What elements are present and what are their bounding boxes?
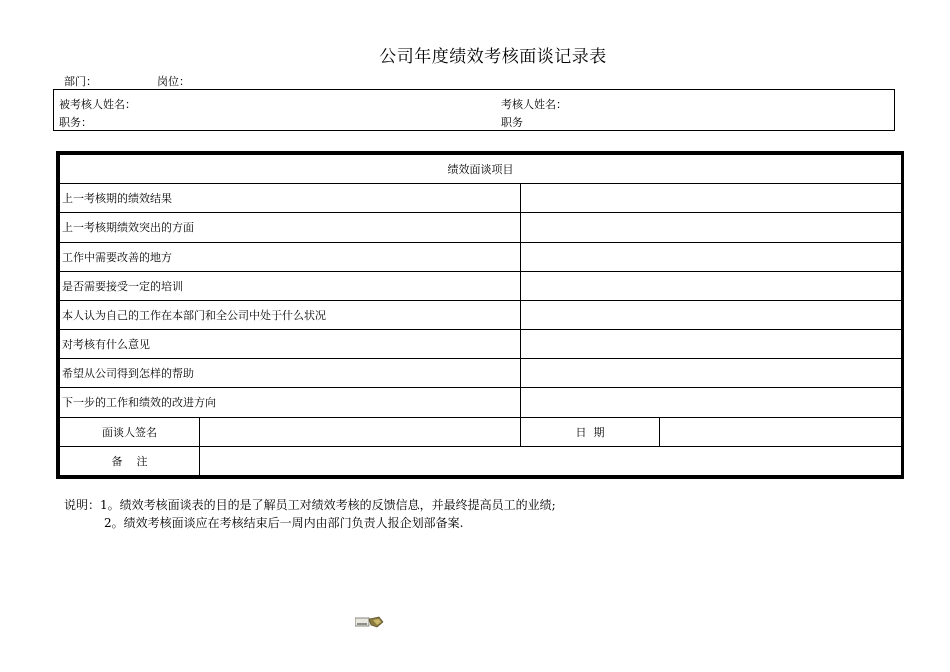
embedded-object-icon <box>355 616 385 628</box>
signature-row <box>60 417 902 446</box>
row-answer-cell[interactable] <box>521 330 902 359</box>
row-answer-cell[interactable] <box>521 242 902 271</box>
appraisee-title-label: 职务： <box>59 116 92 129</box>
table-row <box>60 388 902 417</box>
table-row <box>60 242 902 271</box>
row-label: 上一考核期绩效突出的方面 <box>60 213 521 242</box>
interview-table <box>59 154 902 476</box>
row-label: 工作中需要改善的地方 <box>60 242 521 271</box>
remarks-cell[interactable] <box>200 446 902 475</box>
row-label: 上一考核期的绩效结果 <box>60 184 521 213</box>
table-row <box>60 359 902 388</box>
row-label: 对考核有什么意见 <box>60 330 521 359</box>
row-answer-cell[interactable] <box>521 184 902 213</box>
page-title: 公司年度绩效考核面谈记录表 <box>379 47 607 67</box>
appraisee-name-label: 被考核人姓名： <box>59 98 136 111</box>
table-row <box>60 300 902 329</box>
row-label: 下一步的工作和绩效的改进方向 <box>60 388 521 417</box>
notes-line-1: 说明：1。绩效考核面谈表的目的是了解员工对绩效考核的反馈信息，并最终提高员工的业绩; <box>64 498 556 512</box>
row-label: 本人认为自己的工作在本部门和全公司中处于什么状况 <box>60 300 521 329</box>
interviewer-signature-cell[interactable] <box>200 417 521 446</box>
table-row <box>60 213 902 242</box>
row-answer-cell[interactable] <box>521 271 902 300</box>
table-row <box>60 271 902 300</box>
date-cell[interactable] <box>660 417 902 446</box>
row-answer-cell[interactable] <box>521 300 902 329</box>
notes-line-2: 2。绩效考核面谈应在考核结束后一周内由部门负责人报企划部备案. <box>104 516 464 530</box>
table-header-row <box>60 155 902 184</box>
interviewer-signature-label: 面谈人签名 <box>60 417 200 446</box>
table-row <box>60 330 902 359</box>
table-row <box>60 184 902 213</box>
date-label: 日 期 <box>521 417 660 446</box>
row-answer-cell[interactable] <box>521 359 902 388</box>
remarks-row <box>60 446 902 475</box>
position-label: 岗位： <box>157 75 190 88</box>
row-answer-cell[interactable] <box>521 213 902 242</box>
department-label: 部门： <box>64 75 97 88</box>
row-label: 是否需要接受一定的培训 <box>60 271 521 300</box>
appraiser-title-label: 职务 <box>501 116 523 129</box>
table-header: 绩效面谈项目 <box>60 155 902 184</box>
appraiser-name-label: 考核人姓名： <box>501 98 567 111</box>
row-answer-cell[interactable] <box>521 388 902 417</box>
remarks-label: 备 注 <box>60 446 200 475</box>
personnel-info-box <box>53 89 895 131</box>
row-label: 希望从公司得到怎样的帮助 <box>60 359 521 388</box>
